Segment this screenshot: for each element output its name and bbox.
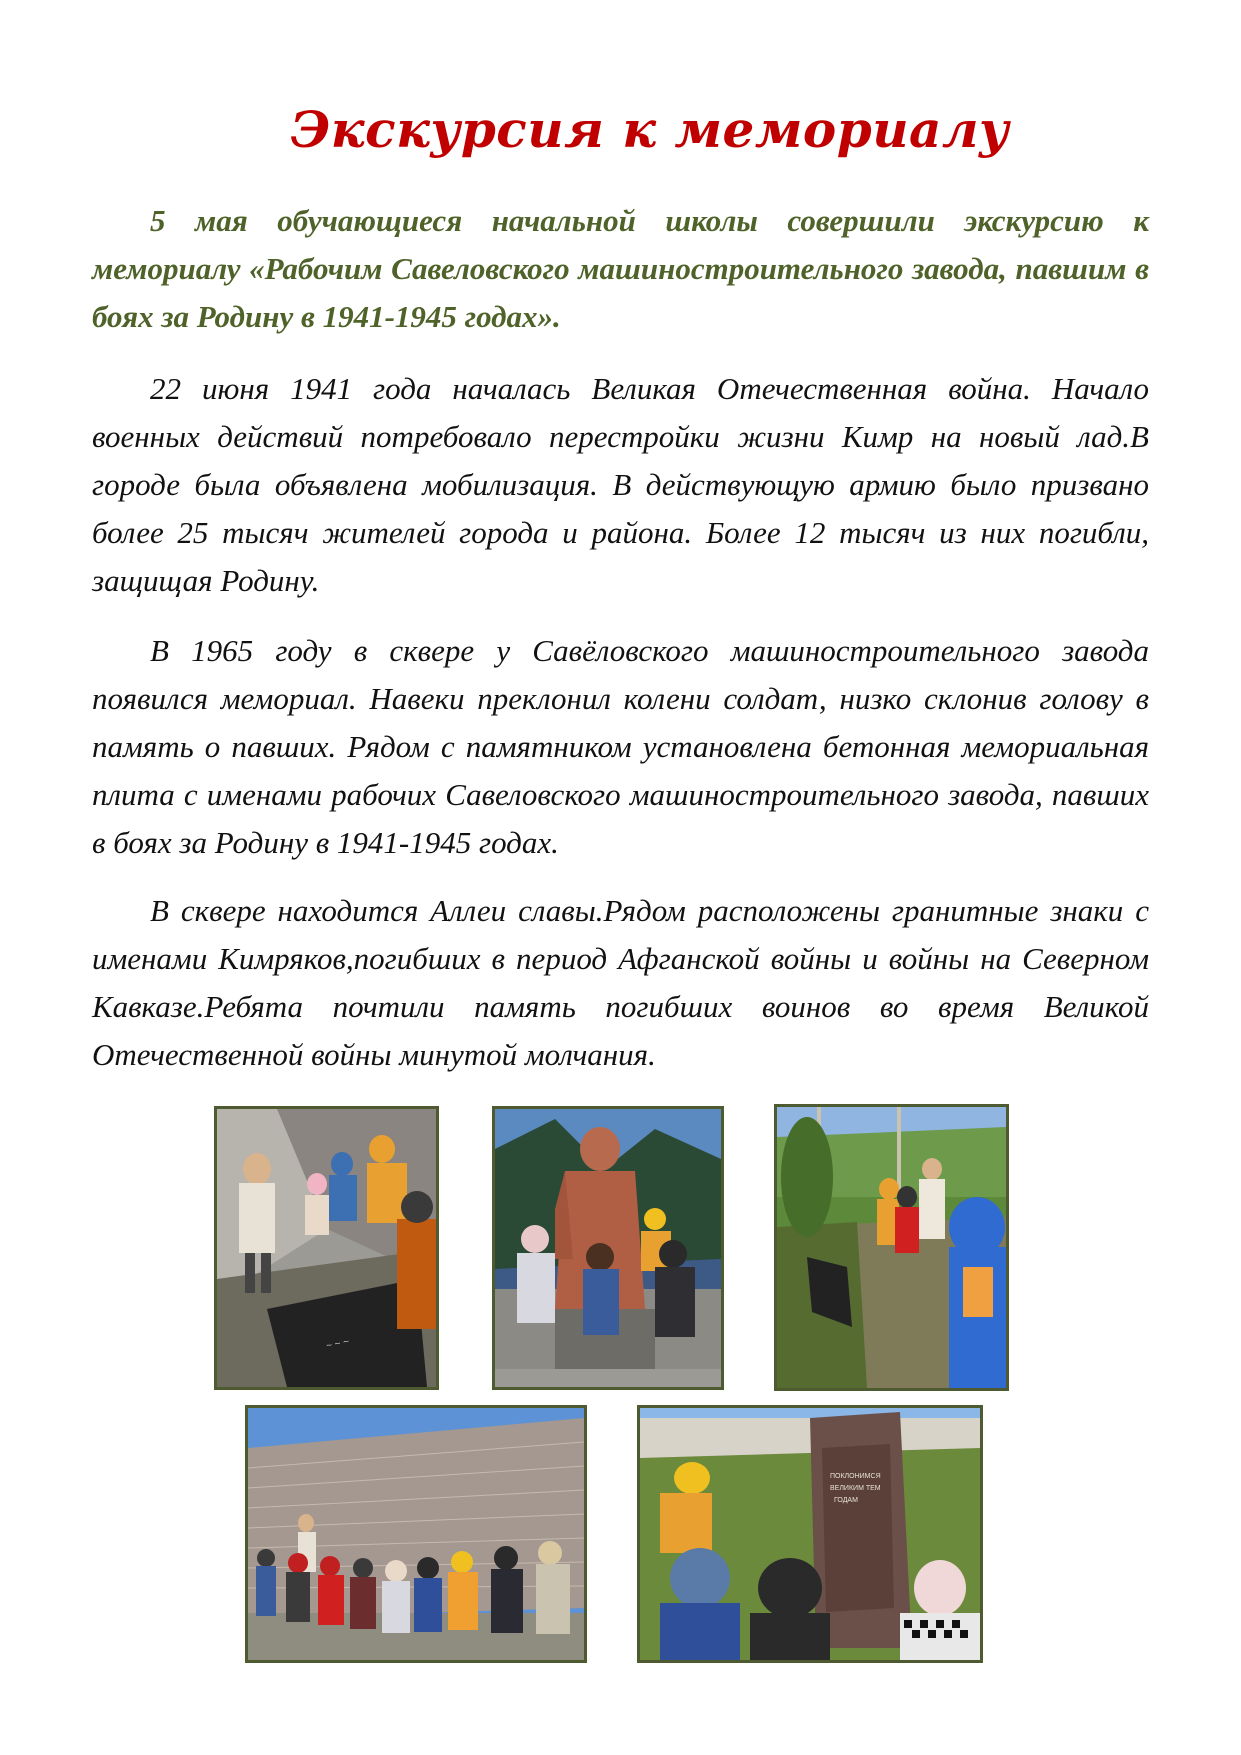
photo-granite-stone: [637, 1405, 983, 1663]
history-text: 22 июня 1941 года началась Великая Отечественная война. Начало военных действий потребовало перестройки жизни Кимр на новый лад.В городе была объявлена мобилизация. В действующую армию было призвано более 25 тысяч жителей города и района. Более 12 тысяч из них погибли, защищая Родину.: [92, 371, 1149, 598]
memorial-text: В 1965 году в сквере у Савёловского машиностроительного завода появился мемориал. Навеки преклонил колени солдат, низко склонив голову в память о павших. Рядом с памятником установлена бетонная мемориальная плита с именами рабочих Савеловского машиностроительного завода, павших в боях за Родину в 1941-1945 годах.: [92, 633, 1149, 860]
photo-memorial-wall: [245, 1405, 587, 1663]
alley-paragraph: [92, 887, 1149, 1079]
photo-soldier-monument: [492, 1106, 724, 1390]
svg-text:ВЕЛИКИМ ТЕМ: ВЕЛИКИМ ТЕМ: [830, 1485, 881, 1492]
photo-alley-of-glory: [774, 1104, 1009, 1391]
memorial-paragraph: [92, 627, 1149, 867]
svg-text:ПОКЛОНИМСЯ: ПОКЛОНИМСЯ: [830, 1473, 881, 1480]
svg-text:~ ~ ~: ~ ~ ~: [325, 1336, 351, 1352]
intro-paragraph: [92, 197, 1149, 341]
alley-text: В сквере находится Аллеи славы.Рядом расположены гранитные знаки с именами Кимряков,погибших в период Афганской войны и войны на Северном Кавказе.Ребята почтили память погибших воинов во время Великой Отечественной войны минутой молчания.: [92, 893, 1149, 1072]
page-title: Экскурсия к мемориалу: [290, 100, 1010, 159]
svg-text:ГОДАМ: ГОДАМ: [834, 1497, 858, 1504]
intro-text: 5 мая обучающиеся начальной школы совершили экскурсию к мемориалу «Рабочим Савеловского машиностроительного завода, павшим в боях за Родину в 1941-1945 годах».: [92, 203, 1149, 334]
history-paragraph: [92, 365, 1149, 605]
photo-children-at-plate: [214, 1106, 439, 1390]
